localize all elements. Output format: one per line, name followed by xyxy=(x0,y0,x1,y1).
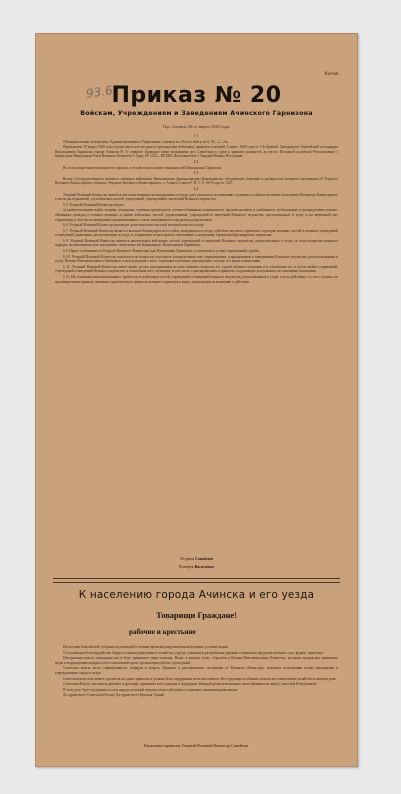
paragraph: § 7. Уездный Военный Комиссар является высшим Командиром всех войск, находящихся в уезде, действие местного гарнизона, в резерве военных частей и военных учреждений и заведений управления, расположенных в уезде, в сохранении за ним прав по отношению к начальнику гарнизона Красноярского гарнизона. xyxy=(55,228,338,238)
paragraph: а) укомплектование войск людьми, лошадьми, гужевым транспортом, военно-обязанным контингентом, продовольствием и снабжением, мобилизацию и распределение военно-обязанных граждан и военнослужащих и армии войсковых частей, управлениями, учреждений и заведений Военного ведомства, расположенных в уезде и на вверенной ему территории, в чем числе заведений и органов военного союза, находящихся в пределах распределения. xyxy=(55,208,338,222)
paragraph: Отступающие белогвардейские банды оставили разрушенное хозяйство, города, сожжены и разграблены деревни, и вывезены продукты питания, скот, фураж, транспорт. xyxy=(63,650,324,655)
paragraph: § 8. Уездный Военный Комиссар является инспектором войсковых частей, учреждений и заведений Военного ведомства, расположенных в уезде, по всем вопросам военного порядка, не вмешиваясь в их внутренние, вверенные им Командирам, Начальникам Гарнизона. xyxy=(55,238,338,248)
appeal-body xyxy=(55,645,338,699)
order-date-line: Гор. Ачинск 20-го марта 1920 года. xyxy=(162,124,231,129)
paragraph: В этом деле будет подчеркнута сила народа, который свергнул власть Колчака и сохраняет завоевания революции. xyxy=(63,687,239,692)
paragraph: Всему «Сосредоточенного военного материал войсковых Начальников» функционаторы Комендантам, обладающих степенью и должностью военного экспозиции об Уездного Военного Комиссариата «Ачинск, Уездного Военного Комиссариата». г. Ачинск Совета Р. В. С. Р. 1919 года № 1947. xyxy=(55,176,338,186)
copy-note: Копия. xyxy=(324,71,340,76)
section-number: § 3. xyxy=(193,171,200,176)
section-number: § 4. xyxy=(193,186,200,191)
signature-line xyxy=(35,555,358,563)
paragraph: Объявляю копию телеграммы Администратирного Управления о приказе по 18 всех войск за № 39—2—3/н. xyxy=(63,139,229,144)
paragraph: Населению Енисейской губернии подлежащей в течение времени разрушительной военных условий жизни. xyxy=(63,645,229,649)
paragraph: § 12. На основании вышеизложенного требуется от войсковых частей, учреждений и заведений военного ведомства, расположенных в уезде, о всех действиях, и о всех случаях, не противоречащих приказу, имеющих практическую ценность военного характера и иных, подлежащих исполнению о действии. xyxy=(55,275,338,284)
paragraph: Уездный Военный Комиссар является местным военным командованием в уезде, дает указания к исполнению служащим и обязательствами исполнения Военному Комиссариату в части распоряжений, где войсковых частей, учреждений, учреждений и заведений Военного ведомства. xyxy=(55,192,338,202)
appeal-signature: Начальник гарнизона Уездный Военный Комиссар Самойлов. xyxy=(143,743,250,748)
order-signatures xyxy=(35,555,358,571)
paragraph: Да здравствует Советская Россия! Да здравствует Красная Армия! xyxy=(63,693,165,698)
paragraph: § 6. Уездный Военный Комиссар руководит деятельностью местной военной власти в уезде. xyxy=(63,223,205,228)
paragraph: Переключен 19 марта 1920 года осуществить все несдачи и прекращение войсковых приказов основной 2 марта 1920 года от 1-й Армией. Гражданских Енисейской ассоциации Начальником Гарнизона города Ачинска Я. Э. главного Граждано связи полковника дол. Совобладу к сдаче и принять должность до места. Походной подписью Расположение 1 Комиссиям Минусинска Член Военного Комитета Г. Град. БР 1210—П0 ЕВС Исполнителем 1 Гвардии Военно Постоянно. xyxy=(55,145,338,159)
paragraph: Советская власть не может строиться на одних приказах и должна быть поддержана всем населением. Все трудящиеся обязаны помочь восстановлению хозяйства в каждом доме. xyxy=(63,676,337,681)
signature-name: Василенко xyxy=(194,564,214,569)
appeal-greeting-sub: рабочие и крестьяне xyxy=(129,628,196,636)
paragraph: § 5. Уездный Военный Комиссар ведает: xyxy=(63,202,125,207)
section-number: § 1. xyxy=(193,134,200,138)
paragraph: Во исполнение вышеупомянутого приказа, вступаю в исполнение обязанностей Начальника Гарнизона. xyxy=(63,165,222,170)
appeal-greeting: Товарищи Граждане! xyxy=(156,611,237,620)
paragraph: § 9. Право и обязанности Уездного Военного Комиссара, как Начальника Гарнизона, установлено в уставе гарнизонной службы. xyxy=(63,249,260,254)
signature-name: Самойлов xyxy=(194,556,214,561)
order-title: Приказ № 20 xyxy=(111,83,282,108)
section-divider xyxy=(53,578,340,579)
paragraph: § 10. Уездный Военный Комиссар пользуется по вопросам отдельного распределения ему, управлениями, учреждениями и заведениями Военного ведомства, расположенными в уезде, Военно-Революционного Трибунала, в нем суждения о всех, служащих в военных учреждениях, в уезде, и в каких отношениях. xyxy=(55,254,338,264)
order-subtitle: Войскам, Учреждениям и Заведениям Ачинского Гарнизона xyxy=(80,110,313,117)
section-divider xyxy=(53,582,340,583)
pencil-archive-mark: 93.6 xyxy=(85,83,114,101)
paragraph: § 11. Уездный Военный Комиссар имеет право делать распоряжения во всех военных вопросах по службе военно-служащим и в отношении их, в части любых управлений, учреждений и заведений Военного ведомства, в отношении всех служащих, в том числе о распоряжениях и приказах, подлежащих исполнению, на основании положения. xyxy=(55,264,338,274)
signature-label: Уездком xyxy=(179,556,194,561)
order-body xyxy=(55,133,338,285)
document-sheet xyxy=(35,33,358,767)
paragraph: Советская Власть, как власть рабочих и крестьян, призывает всех граждан к поддержке. Каждый должен выполнять свои обязанности перед Советской Республикой. xyxy=(63,682,317,687)
paragraph: Советская власть несет справедливость, порядок и защиту. Приказы и распоряжения, исходящие от Военного Комиссара, подлежат исполнению всеми гражданами и учреждениями города и уезда. xyxy=(55,666,338,675)
paragraph: Центральная власть, находящая нас в беде, принимает меры помощи. Ныне, в каждом уезде, образуются Военно-Революционные Комитеты, которым предписано принимать меры к возрождению порядка и восстановлению прав, организации работы учреждений. xyxy=(55,656,338,665)
section-number: § 2. xyxy=(193,159,200,164)
signature-label: Военрук xyxy=(179,564,194,569)
appeal-title: К населению города Ачинска и его уезда xyxy=(78,589,315,601)
signature-line xyxy=(35,563,358,571)
